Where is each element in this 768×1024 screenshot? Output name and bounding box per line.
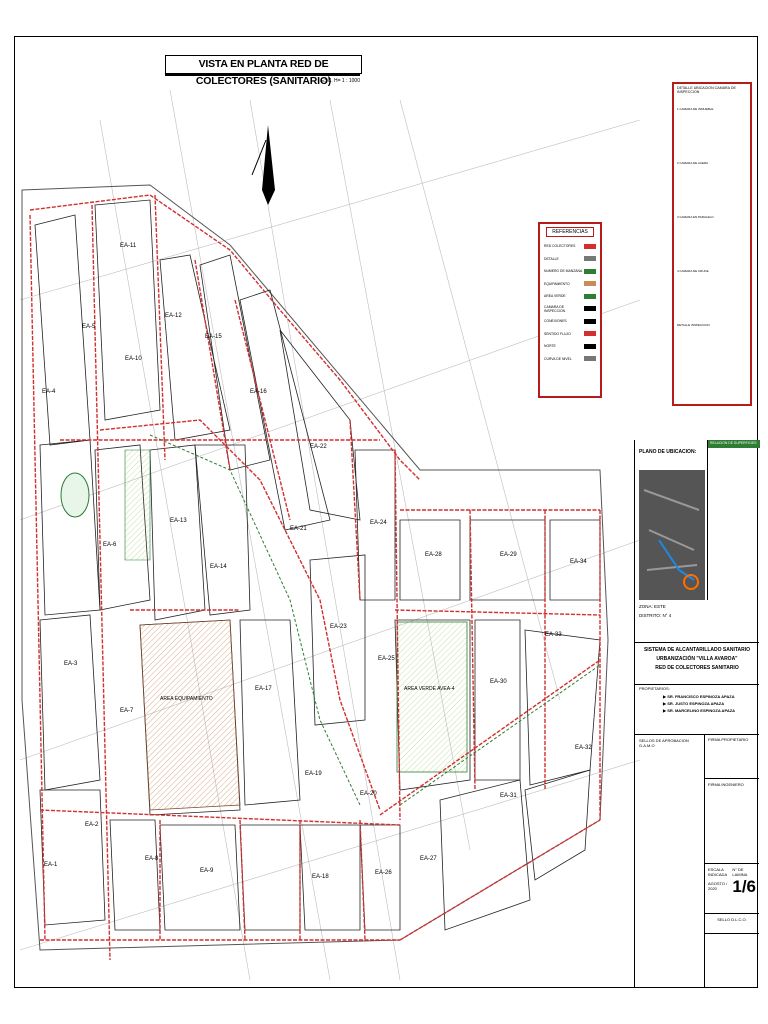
equipment-area xyxy=(140,620,240,810)
approval-seal: SELLOS DE APROBACION G.A.M.O xyxy=(635,734,705,988)
block-label: EA-18 xyxy=(312,874,329,880)
signatures-section xyxy=(635,734,759,988)
reference-item xyxy=(540,253,600,266)
block-label: EA-26 xyxy=(375,870,392,876)
owner-signature: FIRMA PROPIETARIO xyxy=(705,734,759,779)
block-label: EA-19 xyxy=(305,771,322,777)
reference-label: NORTE xyxy=(544,344,556,349)
block-label: EA-30 xyxy=(490,679,507,685)
reference-label: NUMERO DE MANZANA xyxy=(544,269,583,274)
reference-symbol xyxy=(584,319,596,324)
date-value: AGOSTO / 2020 xyxy=(708,881,728,891)
zone-value: ESTE xyxy=(654,604,666,609)
zone-label: ZONA: xyxy=(639,604,653,609)
location-map xyxy=(639,470,705,600)
project-section xyxy=(635,642,759,685)
reference-label: CURVA DE NIVEL xyxy=(544,356,572,361)
block-label: EA-34 xyxy=(570,559,587,565)
dlco-seal: SELLO D.L.C.O. xyxy=(705,914,759,934)
reference-item xyxy=(540,353,600,366)
block-label: EA-31 xyxy=(500,793,517,799)
owners-section xyxy=(635,684,759,735)
block-label: EA-27 xyxy=(420,856,437,862)
block-label: EA-5 xyxy=(82,324,96,330)
zone-info xyxy=(635,602,759,642)
reference-item xyxy=(540,265,600,278)
reference-label: EQUIPAMIENTO xyxy=(544,281,570,286)
owner-name: ▶ SR. MARCELINO ESPINOZA APAZA xyxy=(663,708,736,713)
inspection-detail-panel xyxy=(672,82,752,406)
detail-caption: 3 CAMARA EN PARALELO xyxy=(677,215,714,219)
district-value: N° 4 xyxy=(662,613,672,618)
location-section xyxy=(635,440,759,643)
detail-title: DETALLE UBICACION CAMARA DE INSPECCION xyxy=(677,86,736,94)
block-label: EA-23 xyxy=(330,624,347,630)
area-label: AREA VERDE AVEA-4 xyxy=(404,686,455,692)
reference-item xyxy=(540,315,600,328)
references-title: REFERENCIAS xyxy=(546,227,594,237)
green-area xyxy=(397,622,467,772)
block-label: EA-32 xyxy=(575,745,592,751)
block-label: EA-13 xyxy=(170,518,187,524)
reference-symbol xyxy=(584,281,596,286)
reference-item xyxy=(540,328,600,341)
collector-network xyxy=(30,195,600,960)
district-label: DISTRITO: xyxy=(639,613,662,618)
green-roundabout xyxy=(61,473,89,517)
reference-item xyxy=(540,278,600,291)
block-label: EA-8 xyxy=(145,856,159,862)
block-label: EA-3 xyxy=(64,661,78,667)
reference-item xyxy=(540,240,600,253)
project-plan: RED DE COLECTORES SANITARIO xyxy=(655,665,739,671)
project-system: SISTEMA DE ALCANTARILLADO SANITARIO xyxy=(643,647,751,653)
block-label: EA-14 xyxy=(210,564,227,570)
owners-label: PROPIETARIOS: xyxy=(639,686,670,691)
block-label: EA-33 xyxy=(545,632,562,638)
area-label: AREA EQUIPAMIENTO xyxy=(160,696,213,702)
references-legend xyxy=(538,222,602,398)
block-label: EA-11 xyxy=(120,243,137,249)
engineer-signature: FIRMA INGENIERO xyxy=(705,779,759,864)
owner-name: ▶ SR. FRANCISCO ESPINOZA APAZA xyxy=(663,694,735,699)
plan-scale: ESC. H= 1 : 1000 xyxy=(165,74,360,88)
block-label: EA-9 xyxy=(200,868,214,874)
project-urbanization: URBANIZACIÓN "VILLA AVAROA" xyxy=(656,656,738,662)
block-label: EA-28 xyxy=(425,552,442,558)
block-label: EA-4 xyxy=(42,389,56,395)
reference-symbol xyxy=(584,244,596,249)
plan-title: VISTA EN PLANTA RED DE COLECTORES (SANITARIO) xyxy=(195,58,332,87)
block-label: EA-29 xyxy=(500,552,517,558)
detail-caption: 1 CAMARA DE INMUEBLE xyxy=(677,107,714,111)
block-label: EA-1 xyxy=(44,862,58,868)
detail-caption: 2 CAMARA DE ACERA xyxy=(677,161,709,165)
owner-name: ▶ SR. JUSTO ESPINOZA APAZA xyxy=(663,701,725,706)
reference-label: SENTIDO FLUJO xyxy=(544,331,571,336)
surfaces-title: RELACION DE SUPERFICIES xyxy=(708,440,760,448)
reference-label: AREA VERDE xyxy=(544,294,566,299)
detail-caption: DETALLE INSPECCION xyxy=(677,323,710,327)
block-labels xyxy=(42,243,592,880)
reference-symbol xyxy=(584,269,596,274)
block-label: EA-6 xyxy=(103,542,117,548)
block-label: EA-10 xyxy=(125,356,142,362)
reference-symbol xyxy=(584,256,596,261)
block-label: EA-16 xyxy=(250,389,267,395)
block-label: EA-7 xyxy=(120,708,134,714)
green-strip xyxy=(125,450,150,560)
detail-caption: 4 CAMARA DE CRUCE xyxy=(677,269,709,273)
reference-label: DETALLE xyxy=(544,256,559,261)
property-boundary xyxy=(22,185,608,950)
reference-item xyxy=(540,290,600,303)
block-label: EA-25 xyxy=(378,656,395,662)
block-label: EA-21 xyxy=(290,526,307,532)
sheet-label: N° DE LAMINA xyxy=(732,867,748,877)
scale-label: ESCALA xyxy=(708,867,724,872)
block-label: EA-22 xyxy=(310,444,327,450)
title-block xyxy=(634,440,759,988)
reference-symbol xyxy=(584,306,596,311)
reference-item xyxy=(540,340,600,353)
block-label: EA-2 xyxy=(85,822,99,828)
reference-item xyxy=(540,303,600,316)
block-label: EA-17 xyxy=(255,686,272,692)
block-label: EA-12 xyxy=(165,313,182,319)
reference-symbol xyxy=(584,344,596,349)
reference-symbol xyxy=(584,356,596,361)
location-label: PLANO DE UBICACION: xyxy=(639,449,697,455)
block-label: EA-24 xyxy=(370,520,387,526)
reference-symbol xyxy=(584,331,596,336)
reference-label: RED COLECTORES xyxy=(544,244,576,249)
block-label: EA-20 xyxy=(360,791,377,797)
sheet-number: 1/6 xyxy=(732,877,756,896)
reference-symbol xyxy=(584,294,596,299)
blocks-outline xyxy=(35,200,600,930)
reference-label: CAMARA DE INSPECCION xyxy=(544,304,566,313)
reference-label: CONEXIONES xyxy=(544,319,567,324)
surfaces-table xyxy=(707,440,760,600)
scale-value: INDICADA xyxy=(708,872,728,877)
north-arrow xyxy=(252,125,275,205)
block-label: EA-15 xyxy=(205,334,222,340)
